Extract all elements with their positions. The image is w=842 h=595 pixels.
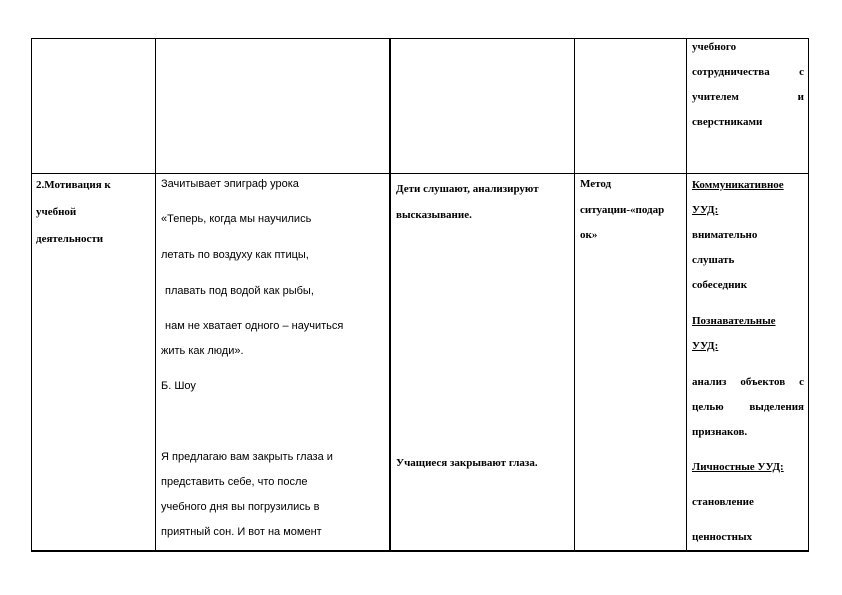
cognitive-uud-title: УУД: [692,340,719,352]
stage-title: учебной [36,206,77,218]
personal-uud-title: Личностные УУД: [692,461,784,473]
teacher-text-line: Я предлагаю вам закрыть глаза и [161,451,333,463]
cognitive-uud-text: анализ объектов с [692,376,804,388]
students-text-line: Дети слушают, анализируют [396,183,539,195]
teacher-text-line: представить себе, что после [161,476,308,488]
cognitive-uud-title: Познавательные [692,315,776,327]
col-border-2 [155,38,156,552]
uud-text-line: сотрудничества с [692,66,804,78]
cognitive-uud-text: признаков. [692,426,748,438]
teacher-text-line: плавать под водой как рыбы, [165,285,314,297]
teacher-text-line: жить как люди». [161,345,244,357]
col-border-1 [31,38,32,552]
col-border-5 [686,38,687,552]
col-border-6 [808,38,809,552]
uud-text-line: учебного [692,41,737,53]
teacher-text-line: «Теперь, когда мы научились [161,213,312,225]
communicative-uud-text: слушать [692,254,735,266]
communicative-uud-title: УУД: [692,204,719,216]
communicative-uud-text: собеседник [692,279,748,291]
communicative-uud-text: внимательно [692,229,758,241]
method-text-line: ситуации-«подар [580,204,665,216]
table-top-border [31,38,809,39]
col-border-4 [574,38,575,552]
teacher-text-line: приятный сон. И вот на момент [161,526,322,538]
students-text-line: высказывание. [396,209,472,221]
teacher-text-line: Зачитывает эпиграф урока [161,178,299,190]
communicative-uud-title: Коммуникативное [692,179,784,191]
teacher-text-line: учебного дня вы погрузились в [161,501,320,513]
method-text-line: ок» [580,229,598,241]
stage-title: деятельности [36,233,104,245]
teacher-text-line: нам не хватает одного – научиться [165,320,344,332]
row-divider [31,173,809,174]
teacher-text-line: летать по воздуху как птицы, [161,249,309,261]
table-bottom-border [31,550,809,552]
personal-uud-text: становление [692,496,754,508]
students-text-line: Учащиеся закрывают глаза. [396,457,538,469]
uud-text-line: сверстниками [692,116,763,128]
personal-uud-text: ценностных [692,531,753,543]
stage-title: 2.Мотивация к [36,179,111,191]
uud-text-line: учителем и [692,91,804,103]
cognitive-uud-text: целью выделения [692,401,804,413]
epigraph-author: Б. Шоу [161,380,196,392]
col-border-3 [389,38,391,552]
method-text-line: Метод [580,178,612,190]
